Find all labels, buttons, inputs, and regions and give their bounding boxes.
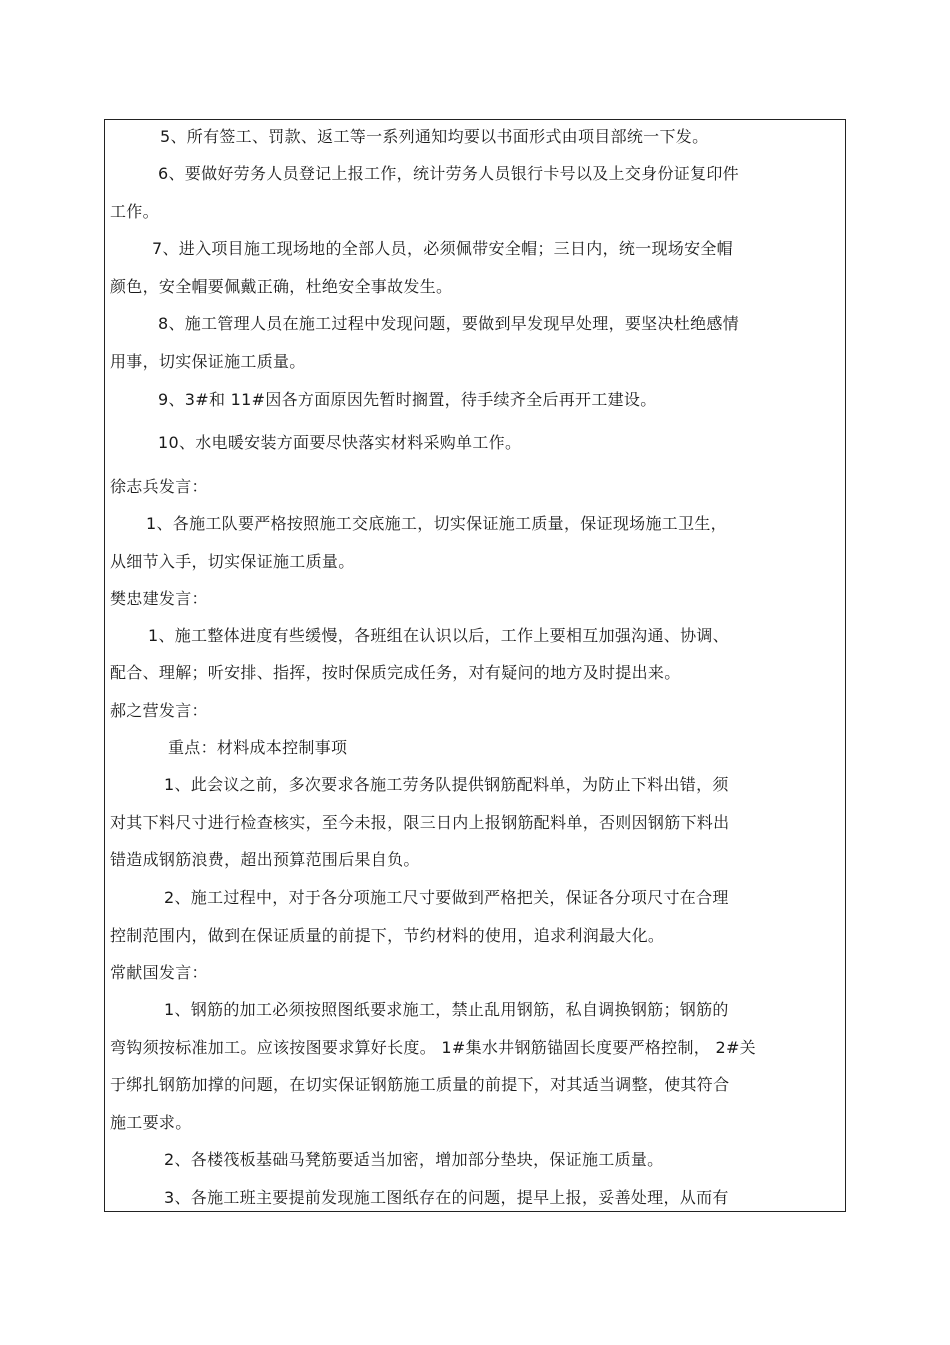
text-line: 错造成钢筋浪费，超出预算范围后果自负。: [110, 850, 420, 869]
text-line: 工作。: [110, 202, 159, 221]
text-line: 施工要求。: [110, 1113, 192, 1132]
text-line: 颜色，安全帽要佩戴正确，杜绝安全事故发生。: [110, 277, 453, 296]
text-line: 1、各施工队要严格按照施工交底施工，切实保证施工质量，保证现场施工卫生，: [146, 514, 727, 533]
text-line: 6、要做好劳务人员登记上报工作，统计劳务人员银行卡号以及上交身份证复印件: [158, 164, 739, 183]
text-line: 1、钢筋的加工必须按照图纸要求施工，禁止乱用钢筋，私自调换钢筋；钢筋的: [164, 1000, 729, 1019]
text-line: 重点：材料成本控制事项: [168, 738, 348, 757]
text-line: 2、施工过程中，对于各分项施工尺寸要做到严格把关，保证各分项尺寸在合理: [164, 888, 729, 907]
text-line: 控制范围内，做到在保证质量的前提下，节约材料的使用，追求利润最大化。: [110, 926, 665, 945]
text-line: 于绑扎钢筋加撑的问题，在切实保证钢筋施工质量的前提下，对其适当调整，使其符合: [110, 1075, 730, 1094]
speaker-heading: 郝之营发言：: [110, 701, 208, 720]
text-line: 从细节入手，切实保证施工质量。: [110, 552, 355, 571]
text-line: 弯钩须按标准加工。应该按图要求算好长度。 1#集水井钢筋锚固长度要严格控制， 2#关: [110, 1038, 756, 1057]
text-line: 1、此会议之前，多次要求各施工劳务队提供钢筋配料单，为防止下料出错，须: [164, 775, 729, 794]
speaker-heading: 徐志兵发言：: [110, 477, 208, 496]
text-line: 3、各施工班主要提前发现施工图纸存在的问题，提早上报，妥善处理，从而有: [164, 1188, 729, 1207]
text-line: 10、水电暖安装方面要尽快落实材料采购单工作。: [158, 433, 522, 452]
text-line: 对其下料尺寸进行检查核实，至今未报，限三日内上报钢筋配料单，否则因钢筋下料出: [110, 813, 730, 832]
text-line: 1、施工整体进度有些缓慢，各班组在认识以后，工作上要相互加强沟通、协调、: [148, 626, 729, 645]
text-line: 2、各楼筏板基础马凳筋要适当加密，增加部分垫块，保证施工质量。: [164, 1150, 664, 1169]
text-line: 7、进入项目施工现场地的全部人员，必须佩带安全帽；三日内，统一现场安全帽: [152, 239, 733, 258]
text-line: 5、所有签工、罚款、返工等一系列通知均要以书面形式由项目部统一下发。: [160, 127, 709, 146]
text-line: 配合、理解；听安排、指挥，按时保质完成任务，对有疑问的地方及时提出来。: [110, 663, 681, 682]
text-line: 8、施工管理人员在施工过程中发现问题，要做到早发现早处理，要坚决杜绝感情: [158, 314, 739, 333]
speaker-heading: 樊忠建发言：: [110, 589, 208, 608]
text-line: 用事，切实保证施工质量。: [110, 352, 306, 371]
speaker-heading: 常献国发言：: [110, 963, 208, 982]
text-line: 9、3#和 11#因各方面原因先暂时搁置，待手续齐全后再开工建设。: [158, 390, 657, 409]
